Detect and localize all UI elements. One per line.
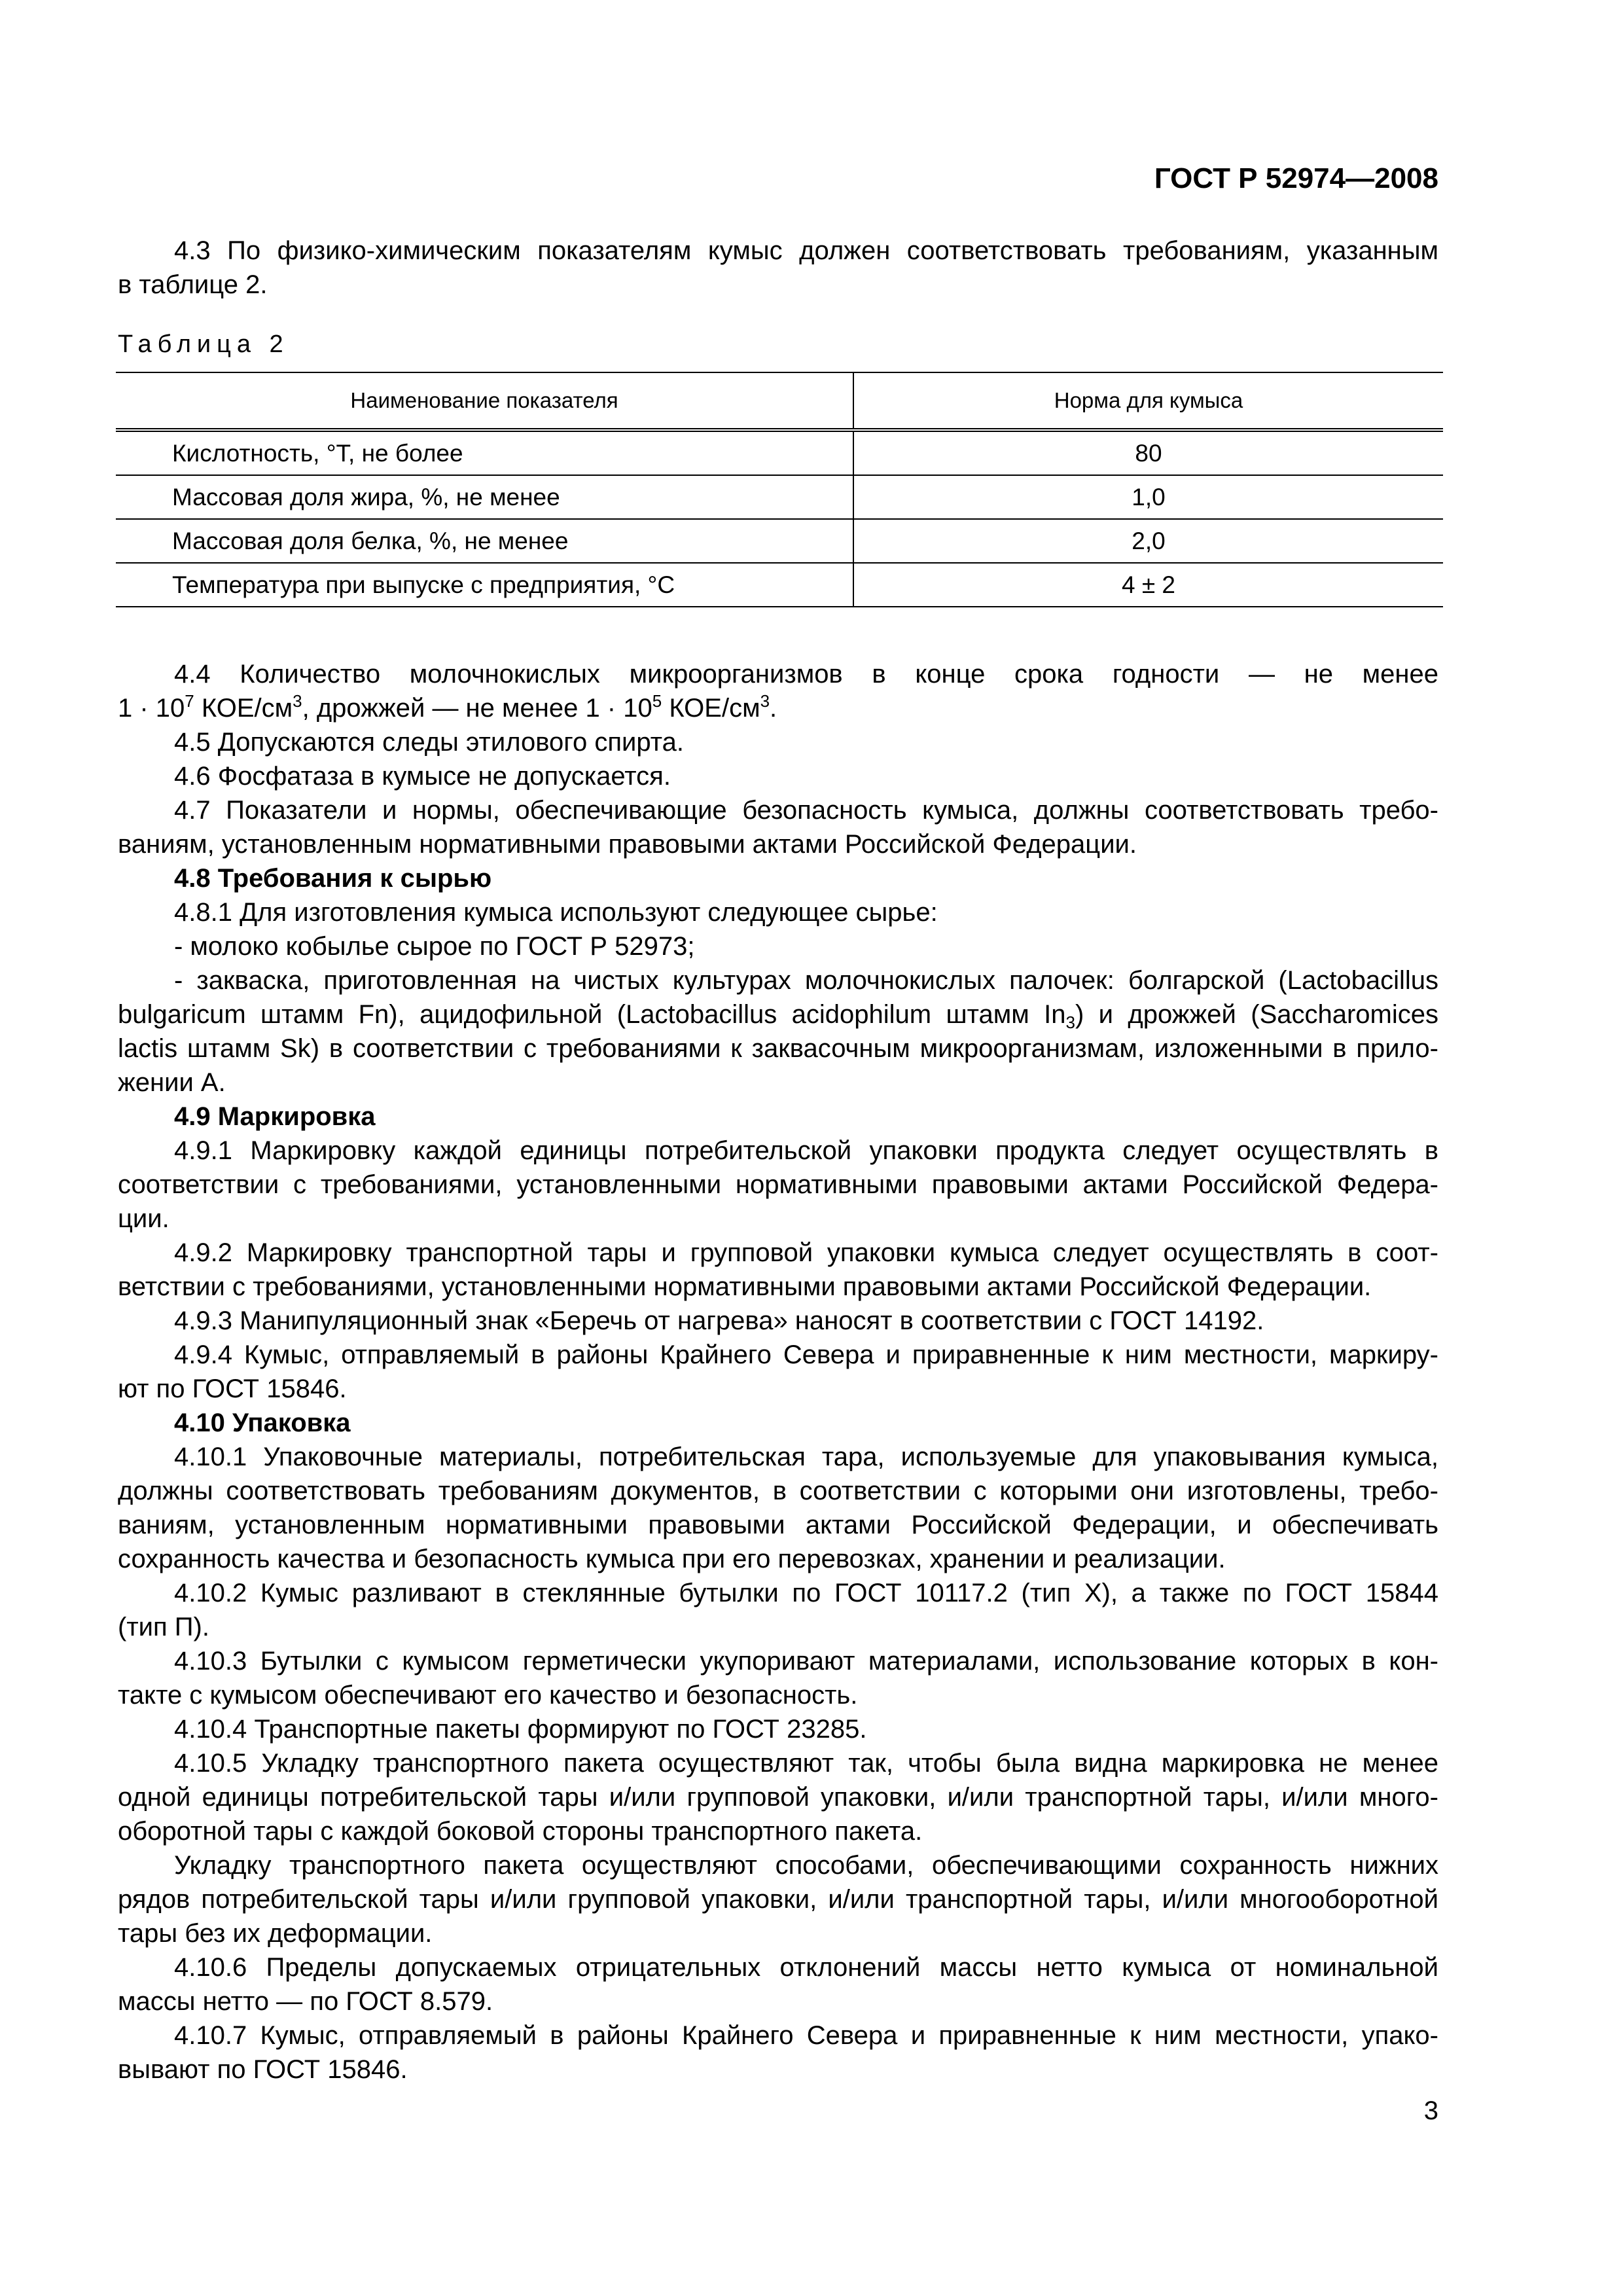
paragraph: [118, 1236, 1438, 1304]
text-line: - закваска, приготовленная на чистых культурах молочнокислых палочек: болгарской (Lactobacillus: [174, 966, 1438, 995]
table-row: [116, 430, 1443, 475]
intro-text: [118, 234, 1438, 302]
text-line: жении А.: [118, 1068, 226, 1097]
text-line: 4.10.6 Пределы допускаемых отрицательных отклонений массы нетто кумыса от номинальной: [174, 1953, 1438, 1982]
text-line: 4.5 Допускаются следы этилового спирта.: [174, 728, 684, 757]
text-line: сохранность качества и безопасность кумыса при его перевозках, хранении и реализации.: [118, 1545, 1226, 1573]
text-line: 4.8.1 Для изготовления кумыса используют следующее сырье:: [174, 898, 938, 927]
paragraph: [118, 793, 1438, 861]
text-line: должны соответствовать требованиям документов, в соответствии с которыми они изготовлены, требо-: [118, 1477, 1438, 1505]
norm-value-cell: 80: [853, 430, 1443, 475]
paragraph: [118, 1304, 1438, 1338]
text-line: тары без их деформации.: [118, 1919, 433, 1948]
text-line: [118, 997, 1438, 1031]
section-heading: [118, 861, 1438, 895]
text-line: 4.9.3 Манипуляционный знак «Беречь от нагрева» наносят в соответствии с ГОСТ 14192.: [174, 1306, 1264, 1335]
indicator-name-cell: Кислотность, °Т, не более: [116, 430, 853, 475]
table-row: [116, 475, 1443, 519]
text-segment: ) и дрожжей (Saccharomices: [1075, 1000, 1439, 1029]
superscript: 3: [760, 691, 770, 711]
text-line: ции.: [118, 1204, 169, 1233]
text-line: 4.9.1 Маркировку каждой единицы потребительской упаковки продукта следует осуществлять в: [174, 1136, 1438, 1165]
text-line: 4.10.5 Укладку транспортного пакета осуществляют так, чтобы была видна маркировка не менее: [174, 1749, 1438, 1778]
indicator-name-cell: Температура при выпуске с предприятия, °С: [116, 563, 853, 607]
document-code-header: ГОСТ Р 52974—2008: [1154, 162, 1438, 194]
paragraph: [118, 1644, 1438, 1712]
column-header: Наименование показателя: [116, 372, 853, 430]
norm-value-cell: 2,0: [853, 519, 1443, 563]
text-segment: , дрожжей — не менее 1 · 10: [302, 694, 652, 723]
text-line: соответствии с требованиями, установленными нормативными правовыми актами Российской Федера-: [118, 1170, 1438, 1199]
text-line: вывают по ГОСТ 15846.: [118, 2055, 408, 2084]
text-segment: bulgaricum штамм Fn), ацидофильной (Lactobacillus acidophilum штамм In: [118, 1000, 1066, 1029]
page-number: 3: [1423, 2096, 1438, 2125]
paragraph: [118, 2018, 1438, 2087]
text-line: 4.8 Требования к сырью: [174, 864, 492, 893]
text-line: 4.10.1 Упаковочные материалы, потребительская тара, используемые для упаковывания кумыса,: [174, 1443, 1438, 1471]
paragraph: [118, 1576, 1438, 1644]
text-line: 4.10.4 Транспортные пакеты формируют по ГОСТ 23285.: [174, 1715, 867, 1744]
text-line: массы нетто — по ГОСТ 8.579.: [118, 1987, 493, 2016]
norm-value-cell: 1,0: [853, 475, 1443, 519]
table-row: [116, 563, 1443, 607]
text-line: оборотной тары с каждой боковой стороны транспортного пакета.: [118, 1817, 923, 1846]
table-2: [116, 372, 1443, 607]
paragraph: [118, 234, 1438, 302]
text-line: 4.10.3 Бутылки с кумысом герметически укупоривают материалами, использование которых в кон-: [174, 1647, 1438, 1676]
text-line: одной единицы потребительской тары и/или групповой упаковки, и/или транспортной тары, и/или много-: [118, 1783, 1438, 1812]
paragraph: [118, 1440, 1438, 1576]
text-line: такте с кумысом обеспечивают его качество и безопасность.: [118, 1681, 858, 1710]
indicator-name-cell: Массовая доля жира, %, не менее: [116, 475, 853, 519]
text-line: ют по ГОСТ 15846.: [118, 1374, 347, 1403]
superscript: 7: [185, 691, 194, 711]
text-segment: КОЕ/см: [194, 694, 293, 723]
section-heading: [118, 1406, 1438, 1440]
text-line: ваниям, установленным нормативными правовыми актами Российской Федерации, и обеспечивать: [118, 1511, 1438, 1539]
text-segment: КОЕ/см: [662, 694, 760, 723]
superscript: 5: [652, 691, 662, 711]
text-segment: 1 · 10: [118, 694, 185, 723]
paragraph: [118, 1712, 1438, 1746]
table-caption: Таблица 2: [118, 331, 289, 358]
body-text: [118, 657, 1438, 2087]
table-header-row: [116, 372, 1443, 430]
superscript: 3: [293, 691, 302, 711]
paragraph: [118, 1848, 1438, 1950]
text-line: [118, 691, 1438, 725]
text-line: 4.9.4 Кумыс, отправляемый в районы Крайнего Севера и приравненные к ним местности, маркиру-: [174, 1340, 1438, 1369]
paragraph: [118, 1950, 1438, 2018]
paragraph: [118, 929, 1438, 963]
text-line: 4.6 Фосфатаза в кумысе не допускается.: [174, 762, 671, 791]
text-segment: .: [770, 694, 777, 723]
text-line: ветствии с требованиями, установленными нормативными правовыми актами Российской Федерации.: [118, 1272, 1372, 1301]
paragraph: [118, 895, 1438, 929]
text-line: рядов потребительской тары и/или групповой упаковки, и/или транспортной тары, и/или многооборотной: [118, 1885, 1438, 1914]
table-row: [116, 519, 1443, 563]
paragraph: [118, 759, 1438, 793]
subscript: 3: [1065, 1013, 1075, 1032]
paragraph: [118, 963, 1438, 1100]
text-line: 4.3 По физико-химическим показателям кумыс должен соответствовать требованиям, указанным: [174, 236, 1438, 265]
paragraph: [118, 1746, 1438, 1848]
text-line: ваниям, установленным нормативными правовыми актами Российской Федерации.: [118, 830, 1137, 859]
paragraph: [118, 1134, 1438, 1236]
text-line: 4.10.7 Кумыс, отправляемый в районы Крайнего Севера и приравненные к ним местности, упако-: [174, 2021, 1438, 2050]
text-line: Укладку транспортного пакета осуществляют способами, обеспечивающими сохранность нижних: [174, 1851, 1438, 1880]
indicator-name-cell: Массовая доля белка, %, не менее: [116, 519, 853, 563]
text-line: 4.4 Количество молочнокислых микроорганизмов в конце срока годности — не менее: [174, 660, 1438, 689]
text-line: 4.10 Упаковка: [174, 1408, 351, 1437]
text-line: lactis штамм Sk) в соответствии с требованиями к заквасочным микроорганизмам, изложенными в прило-: [118, 1034, 1438, 1063]
paragraph: [118, 1338, 1438, 1406]
text-line: в таблице 2.: [118, 270, 268, 299]
text-line: 4.7 Показатели и нормы, обеспечивающие безопасность кумыса, должны соответствовать требо-: [174, 796, 1438, 825]
text-line: - молоко кобылье сырое по ГОСТ Р 52973;: [174, 932, 695, 961]
text-line: 4.9 Маркировка: [174, 1102, 376, 1131]
text-line: (тип П).: [118, 1613, 209, 1641]
paragraph: [118, 657, 1438, 725]
column-header: Норма для кумыса: [853, 372, 1443, 430]
section-heading: [118, 1100, 1438, 1134]
text-line: 4.10.2 Кумыс разливают в стеклянные бутылки по ГОСТ 10117.2 (тип Х), а также по ГОСТ 15844: [174, 1579, 1438, 1607]
norm-value-cell: 4 ± 2: [853, 563, 1443, 607]
text-line: 4.9.2 Маркировку транспортной тары и групповой упаковки кумыса следует осуществлять в соот-: [174, 1238, 1438, 1267]
paragraph: [118, 725, 1438, 759]
